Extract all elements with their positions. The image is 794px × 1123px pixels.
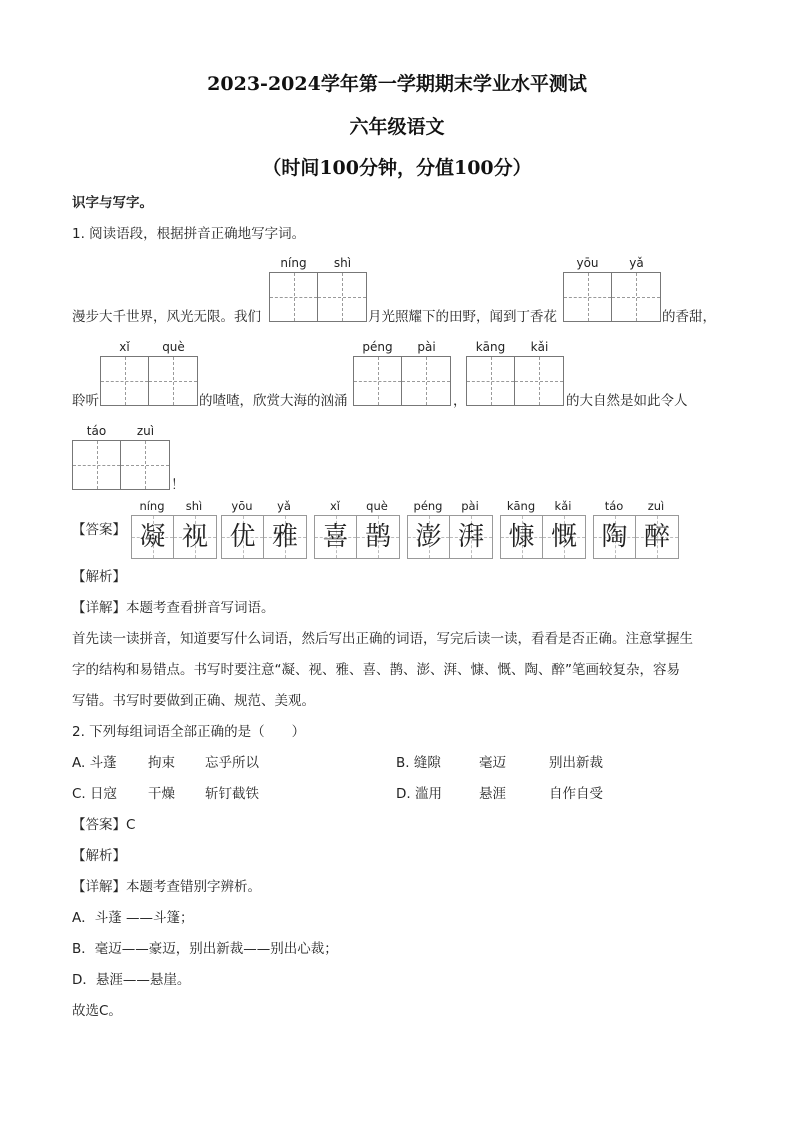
q2-analysis-label: 【解析】 xyxy=(72,848,126,864)
answer-word-1: níng shì 凝 视 xyxy=(131,499,217,559)
q1-detail: 【详解】本题考查看拼音写词语。 xyxy=(72,600,275,616)
q1-prompt: 1. 阅读语段，根据拼音正确地写字词。 xyxy=(72,226,306,242)
q1-analysis-label: 【解析】 xyxy=(72,569,126,585)
q1-explain-line-2: 字的结构和易错点。书写时要注意“凝、视、雅、喜、鹊、澎、湃、慷、慨、陶、醉”笔画较复杂，容易 xyxy=(72,662,680,678)
q2-answer: 【答案】C xyxy=(72,817,136,833)
q2-option-a-label[interactable]: A. 斗蓬 xyxy=(72,755,117,771)
writing-cell[interactable] xyxy=(270,273,318,321)
q2-option-a-word-3: 忘乎所以 xyxy=(205,755,259,771)
q2-option-b-word-2: 毫迈 xyxy=(479,755,506,771)
q1-line2-d: 的大自然是如此令人 xyxy=(566,393,688,409)
q2-option-c-label[interactable]: C. 日寇 xyxy=(72,786,118,802)
q2-fix-a: A．斗蓬 ——斗篷； xyxy=(72,910,194,926)
q1-line2-b: 的喳喳，欣赏大海的汹涌 xyxy=(199,393,348,409)
q1-line1-b: 月光照耀下的田野，闻到丁香花 xyxy=(368,309,557,325)
q2-fix-b: B．毫迈——豪迈，别出新裁——别出心裁； xyxy=(72,941,338,957)
writing-cell[interactable] xyxy=(318,273,366,321)
q1-line1-c: 的香甜， xyxy=(662,309,716,325)
q2-conclusion: 故选C。 xyxy=(72,1003,122,1019)
answer-word-3: xǐ què 喜 鹊 xyxy=(314,499,400,559)
writing-cell[interactable] xyxy=(73,441,121,489)
section-heading: 识字与写字。 xyxy=(72,195,153,211)
exam-subtitle: 六年级语文 xyxy=(349,116,445,138)
q2-option-d-label[interactable]: D. 滥用 xyxy=(396,786,442,802)
answer-word-6: táo zuì 陶 醉 xyxy=(593,499,679,559)
writing-cell[interactable] xyxy=(354,357,402,405)
writing-cell[interactable] xyxy=(515,357,563,405)
answer-word-4: péng pài 澎 湃 xyxy=(407,499,493,559)
q2-fix-d: D．悬涯——悬崖。 xyxy=(72,972,191,988)
q2-option-d-word-2: 悬涯 xyxy=(479,786,506,802)
q1-explain-line-1: 首先读一读拼音，知道要写什么词语，然后写出正确的词语，写完后读一读，看看是否正确。注意掌握生 xyxy=(72,631,693,647)
q1-explain-line-3: 写错。书写时要做到正确、规范、美观。 xyxy=(72,693,315,709)
exam-title: 2023-2024学年第一学期期末学业水平测试 xyxy=(207,73,587,95)
q2-option-b-label[interactable]: B. 缝隙 xyxy=(396,755,441,771)
writing-cell[interactable] xyxy=(149,357,197,405)
q2-option-d-word-3: 自作自受 xyxy=(549,786,603,802)
q2-prompt: 2. 下列每组词语全部正确的是（ ） xyxy=(72,724,306,740)
q2-option-c-word-3: 斩钉截铁 xyxy=(205,786,259,802)
q1-line2-c: ， xyxy=(453,393,467,409)
q1-line3-a: ！ xyxy=(171,477,185,493)
writing-cell[interactable] xyxy=(612,273,660,321)
q2-option-a-word-2: 拘束 xyxy=(148,755,175,771)
q1-answer-label: 【答案】 xyxy=(72,522,126,538)
q2-detail: 【详解】本题考查错别字辨析。 xyxy=(72,879,261,895)
writing-cell[interactable] xyxy=(564,273,612,321)
writing-cell[interactable] xyxy=(101,357,149,405)
answer-word-2: yōu yǎ 优 雅 xyxy=(221,499,307,559)
exam-time-note: （时间100分钟，分值100分） xyxy=(262,157,532,179)
q2-option-b-word-3: 别出新裁 xyxy=(549,755,603,771)
q1-line1-a: 漫步大千世界，风光无限。我们 xyxy=(72,309,261,325)
writing-cell[interactable] xyxy=(121,441,169,489)
writing-cell[interactable] xyxy=(402,357,450,405)
q1-line2-a: 聆听 xyxy=(72,393,99,409)
q2-option-c-word-2: 干燥 xyxy=(148,786,175,802)
answer-word-5: kāng kǎi 慷 慨 xyxy=(500,499,586,559)
writing-cell[interactable] xyxy=(467,357,515,405)
